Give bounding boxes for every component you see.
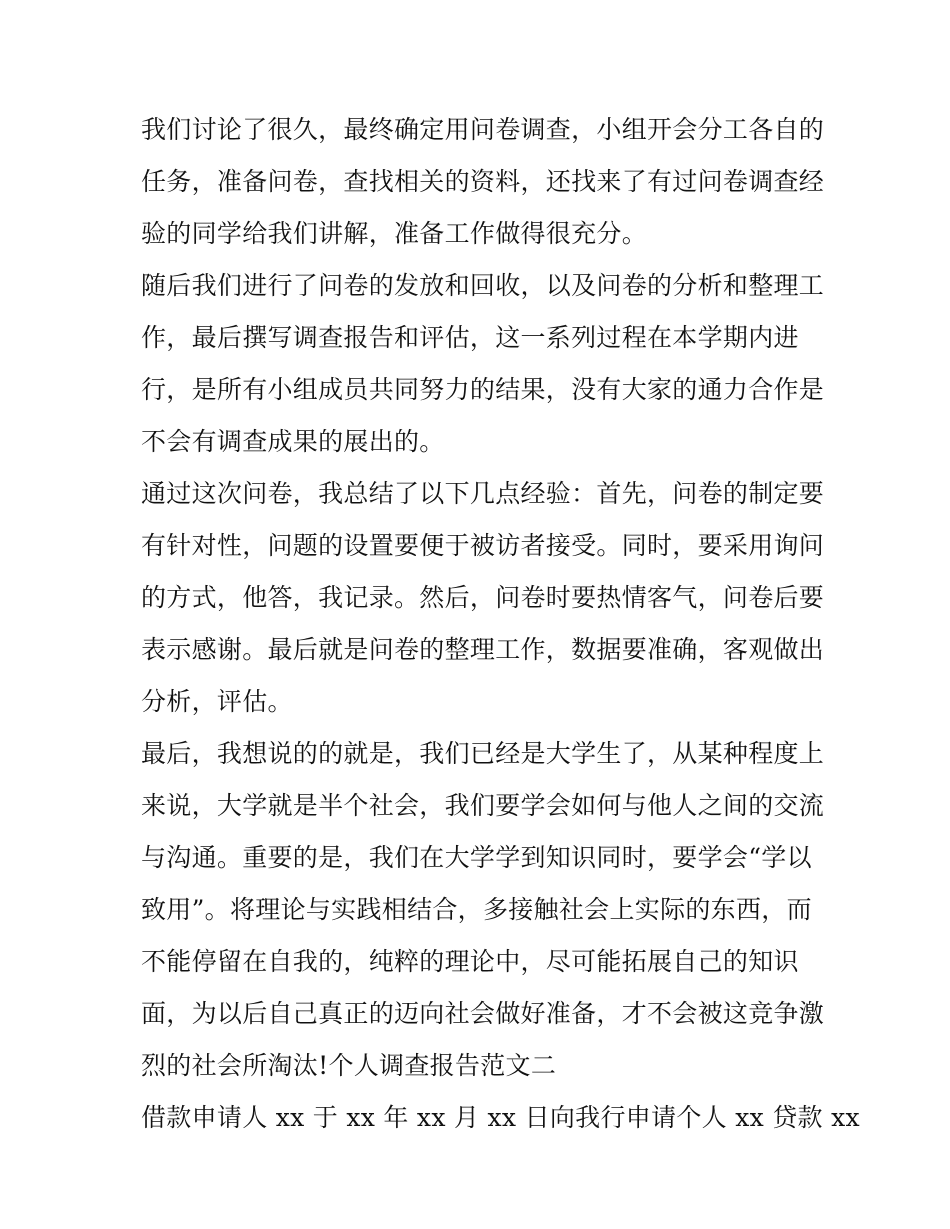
text-line: 随后我们进行了问卷的发放和回收，以及问卷的分析和整理工 [141, 271, 825, 300]
text-line: 与沟通。重要的是，我们在大学学到知识同时，要学会“学以 [141, 843, 812, 872]
text-line: 任务，准备问卷，查找相关的资料，还找来了有过问卷调查经 [141, 167, 825, 196]
text-line: 来说，大学就是半个社会，我们要学会如何与他人之间的交流 [141, 791, 825, 820]
text-line: 表示感谢。最后就是问卷的整理工作，数据要准确，客观做出 [141, 635, 825, 664]
text-line: 烈的社会所淘汰!个人调查报告范文二 [141, 1051, 557, 1080]
text-line: 借款申请人 xx 于 xx 年 xx 月 xx 日向我行申请个人 xx 贷款 xx [141, 1103, 860, 1132]
text-line: 致用”。将理论与实践相结合，多接触社会上实际的东西，而 [141, 895, 812, 924]
text-line: 有针对性，问题的设置要便于被访者接受。同时，要采用询问 [141, 531, 825, 560]
text-line: 的方式，他答，我记录。然后，问卷时要热情客气，问卷后要 [141, 583, 825, 612]
text-line: 作，最后撰写调查报告和评估，这一系列过程在本学期内进 [141, 323, 799, 352]
text-line: 行，是所有小组成员共同努力的结果，没有大家的通力合作是 [141, 375, 825, 404]
text-line: 我们讨论了很久，最终确定用问卷调查，小组开会分工各自的 [141, 115, 825, 144]
text-line: 验的同学给我们讲解，准备工作做得很充分。 [141, 219, 648, 248]
text-line: 不能停留在自我的，纯粹的理论中，尽可能拓展自己的知识 [141, 947, 799, 976]
text-line: 最后，我想说的的就是，我们已经是大学生了，从某种程度上 [141, 739, 825, 768]
text-line: 通过这次问卷，我总结了以下几点经验：首先，问卷的制定要 [141, 479, 825, 508]
text-line: 不会有调查成果的展出的。 [141, 427, 445, 456]
text-line: 面，为以后自己真正的迈向社会做好准备，才不会被这竞争激 [141, 999, 825, 1028]
text-line: 分析，评估。 [141, 687, 293, 716]
document-body [141, 104, 860, 1144]
